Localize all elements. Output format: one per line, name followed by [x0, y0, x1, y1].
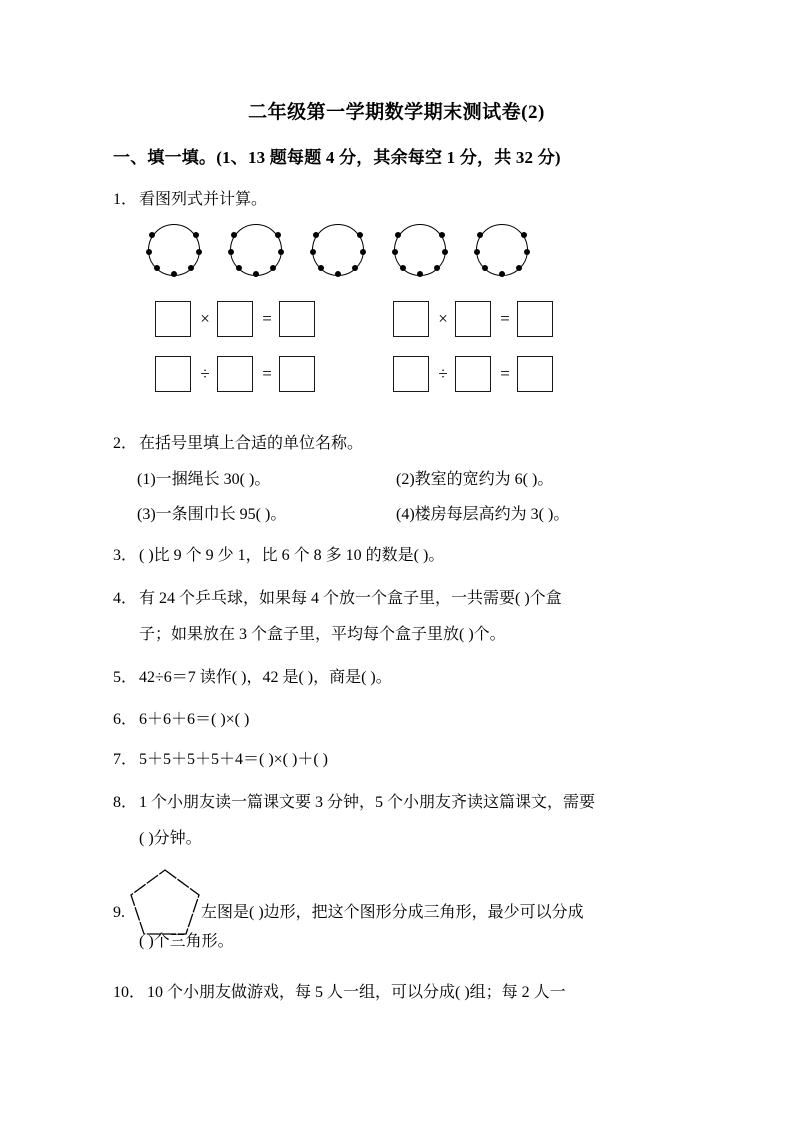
question-5-text: 42÷6＝7 读作( )，42 是( )，商是( )。 [139, 669, 392, 686]
dot [310, 249, 316, 255]
operator-equals: = [500, 364, 510, 383]
dot-circle-5 [476, 224, 532, 280]
dot [392, 249, 398, 255]
pentagon-figure [126, 866, 204, 938]
question-4-number: 4． [113, 590, 138, 607]
answer-box-mul-b1[interactable] [393, 301, 429, 337]
question-10 [113, 983, 566, 1003]
dot [477, 232, 483, 238]
dot [149, 232, 155, 238]
dot [482, 265, 488, 271]
question-2-item-1: (1)一捆绳长 30( )。 [137, 471, 271, 488]
dot [360, 249, 366, 255]
question-6-number: 6． [113, 711, 138, 728]
dot [253, 271, 259, 277]
question-9-number: 9. [113, 904, 125, 921]
question-5 [113, 668, 392, 688]
pentagon-icon [126, 866, 204, 938]
question-1-number: 1． [113, 191, 138, 208]
question-4 [113, 589, 562, 609]
dot [188, 265, 194, 271]
question-6 [113, 710, 249, 730]
question-2-item-4: (4)楼房每层高约为 3( )。 [396, 506, 570, 523]
answer-box-mul-b3[interactable] [517, 301, 553, 337]
answer-box-mul-a1[interactable] [155, 301, 191, 337]
question-8-line-1: 1 个小朋友读一篇课文要 3 分钟，5 个小朋友齐读这篇课文，需要 [139, 794, 596, 811]
question-8 [113, 793, 595, 813]
answer-box-div-a1[interactable] [155, 356, 191, 392]
answer-box-div-a3[interactable] [279, 356, 315, 392]
question-3-text: ( )比 9 个 9 少 1，比 6 个 8 多 10 的数是( )。 [139, 547, 445, 564]
question-10-text: 10 个小朋友做游戏，每 5 人一组，可以分成( )组；每 2 人一 [147, 984, 566, 1001]
circles-with-dots-figure [148, 222, 598, 284]
answer-box-div-b3[interactable] [517, 356, 553, 392]
question-5-number: 5． [113, 669, 138, 686]
answer-box-mul-b2[interactable] [455, 301, 491, 337]
dot [417, 271, 423, 277]
dot [231, 232, 237, 238]
question-4-line-1: 有 24 个乒乓球，如果每 4 个放一个盒子里，一共需要( )个盒 [139, 590, 562, 607]
question-7 [113, 750, 328, 770]
dot [499, 271, 505, 277]
dot [236, 265, 242, 271]
operator-equals: = [500, 309, 510, 328]
dot-circle-3 [312, 224, 368, 280]
dot-circle-1 [148, 224, 204, 280]
operator-multiply: × [438, 309, 448, 328]
question-8-line-2: ( )分钟。 [139, 830, 202, 847]
dot [524, 249, 530, 255]
question-4-line-2: 子；如果放在 3 个盒子里，平均每个盒子里放( )个。 [139, 626, 506, 643]
answer-box-mul-a3[interactable] [279, 301, 315, 337]
question-3-number: 3． [113, 547, 138, 564]
section-heading-fill-in-blanks: 一、填一填。(1、13 题每题 4 分，其余每空 1 分，共 32 分) [113, 148, 561, 167]
dot [442, 249, 448, 255]
dot [352, 265, 358, 271]
question-7-number: 7． [113, 751, 138, 768]
question-1-text: 看图列式并计算。 [139, 191, 268, 208]
dot [278, 249, 284, 255]
question-3 [113, 546, 444, 566]
question-2 [113, 434, 363, 454]
dot [400, 265, 406, 271]
dot [335, 271, 341, 277]
dot [357, 232, 363, 238]
dot [171, 271, 177, 277]
question-2-text: 在括号里填上合适的单位名称。 [139, 435, 364, 452]
dot [521, 232, 527, 238]
question-7-text: 5＋5＋5＋5＋4＝( )×( )＋( ) [139, 751, 328, 768]
dot-circle-4 [394, 224, 450, 280]
dot [474, 249, 480, 255]
dot [196, 249, 202, 255]
dot [395, 232, 401, 238]
page-title: 二年级第一学期数学期末测试卷(2) [248, 102, 545, 123]
dot [439, 232, 445, 238]
question-9 [113, 903, 584, 923]
operator-divide: ÷ [438, 364, 448, 383]
operator-equals: = [262, 364, 272, 383]
question-9-line-1: 左图是( )边形，把这个图形分成三角形，最少可以分成 [201, 904, 584, 921]
question-10-number: 10． [113, 984, 146, 1001]
question-9-line-2: ( )个三角形。 [139, 933, 234, 950]
dot [270, 265, 276, 271]
dot [154, 265, 160, 271]
dot [193, 232, 199, 238]
question-1 [113, 190, 267, 210]
answer-box-mul-a2[interactable] [217, 301, 253, 337]
dot [275, 232, 281, 238]
dot [228, 249, 234, 255]
question-2-item-3: (3)一条围巾长 95( )。 [137, 506, 287, 523]
dot [313, 232, 319, 238]
question-8-number: 8． [113, 794, 138, 811]
answer-box-div-a2[interactable] [217, 356, 253, 392]
dot [146, 249, 152, 255]
dot [516, 265, 522, 271]
operator-equals: = [262, 309, 272, 328]
operator-multiply: × [200, 309, 210, 328]
dot-circle-2 [230, 224, 286, 280]
answer-box-div-b1[interactable] [393, 356, 429, 392]
question-6-text: 6＋6＋6＝( )×( ) [139, 711, 250, 728]
answer-box-div-b2[interactable] [455, 356, 491, 392]
question-2-item-2: (2)教室的宽约为 6( )。 [396, 471, 554, 488]
dot [434, 265, 440, 271]
operator-divide: ÷ [200, 364, 210, 383]
dot [318, 265, 324, 271]
question-2-number: 2． [113, 435, 138, 452]
